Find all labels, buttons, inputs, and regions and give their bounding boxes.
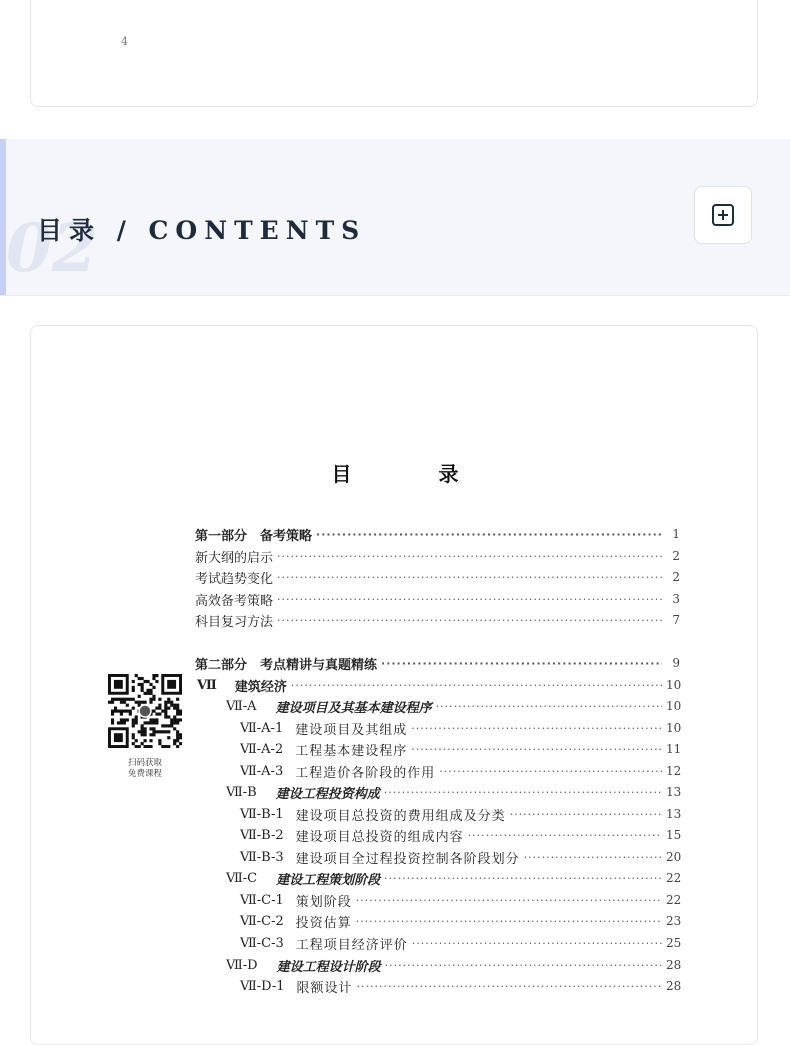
toc-entry[interactable] (240, 890, 680, 910)
toc-leader-dots (412, 937, 662, 950)
toc-entry-page: 12 (666, 764, 682, 778)
toc-leader-dots (439, 765, 662, 778)
toc-leader-dots (411, 722, 662, 735)
toc-entry-label: 建设项目全过程投资控制各阶段划分 (295, 851, 520, 867)
toc-entry[interactable] (226, 955, 680, 975)
toc-entry[interactable] (240, 804, 680, 824)
expand-button[interactable] (694, 186, 752, 244)
toc-entry-label: 第二部分 考点精讲与真题精练 (195, 657, 378, 673)
toc-entry-code: Ⅶ-C-1 (240, 892, 284, 908)
previous-page-card (30, 0, 758, 107)
toc-entry-page: 28 (666, 958, 682, 972)
toc-entry-code: Ⅶ-B-2 (240, 827, 284, 843)
toc-leader-dots (356, 894, 662, 907)
toc-entry-page: 7 (672, 613, 680, 627)
toc-entry[interactable] (197, 675, 680, 695)
toc-entry-label: 工程基本建设程序 (295, 743, 408, 759)
toc-entry-label: 投资估算 (295, 915, 352, 931)
toc-leader-dots (510, 808, 662, 821)
toc-entry-label: 高效备考策略 (195, 593, 274, 609)
toc-entry-label: 建设项目总投资的组成内容 (295, 829, 464, 845)
toc-leader-dots (384, 786, 662, 799)
toc-leader-dots (357, 980, 662, 993)
toc-entry-page: 25 (666, 936, 682, 950)
toc-entry[interactable] (195, 524, 680, 544)
qr-caption (108, 758, 182, 780)
toc-entry-page: 22 (666, 871, 682, 885)
toc-entry-page: 20 (666, 850, 682, 864)
toc-entry-code: Ⅶ-A (226, 698, 257, 714)
toc-entry-page: 2 (672, 570, 680, 584)
toc-entry[interactable] (195, 610, 680, 630)
toc-entry-code: Ⅶ-A-2 (240, 741, 284, 757)
toc-entry-label: 建设工程投资构成 (275, 786, 380, 802)
section-header (0, 139, 790, 296)
toc-entry-code: Ⅶ (197, 677, 217, 693)
toc-entry[interactable] (195, 567, 680, 587)
toc-entry-page: 13 (666, 807, 682, 821)
toc-leader-dots (381, 657, 662, 670)
section-title: 目录 / CONTENTS (37, 216, 367, 245)
toc-entry-label: 限额设计 (296, 980, 353, 996)
toc-entry[interactable] (195, 653, 680, 673)
toc-entry-page: 15 (666, 828, 682, 842)
toc-leader-dots (385, 959, 662, 972)
qr-caption-line1: 扫码获取 (127, 758, 162, 768)
toc-entry[interactable] (240, 911, 680, 931)
toc-leader-dots (468, 829, 662, 842)
toc-leader-dots (277, 593, 662, 606)
toc-entry[interactable] (240, 933, 680, 953)
toc-entry[interactable] (226, 696, 680, 716)
toc-entry-code: Ⅶ-B-1 (240, 806, 284, 822)
toc-entry-page: 9 (672, 656, 680, 670)
toc-entry-code: Ⅶ-B (226, 784, 257, 800)
toc-entry-label: 建设工程设计阶段 (276, 959, 381, 975)
toc-entry[interactable] (195, 546, 680, 566)
toc-entry-label: 建设项目及其基本建设程序 (275, 700, 432, 716)
toc-entry-code: Ⅶ-A-1 (240, 720, 284, 736)
toc-entry-label: 科目复习方法 (195, 614, 274, 630)
toc-entry-label: 建设项目及其组成 (295, 722, 408, 738)
toc-leader-dots (291, 679, 662, 692)
toc-entry[interactable] (240, 739, 680, 759)
toc-entry[interactable] (226, 868, 680, 888)
toc-entry-label: 考试趋势变化 (195, 571, 274, 587)
toc-entry[interactable] (226, 782, 680, 802)
toc-entry[interactable] (240, 761, 680, 781)
toc-entry-code: Ⅶ-D (226, 957, 258, 973)
toc-leader-dots (277, 614, 662, 627)
toc-entry[interactable] (195, 589, 680, 609)
toc-entry-label: 第一部分 备考策略 (195, 528, 313, 544)
toc-entry-label: 建筑经济 (234, 679, 287, 695)
toc-entry-label: 新大纲的启示 (195, 550, 274, 566)
toc-leader-dots (277, 550, 662, 563)
qr-code-icon[interactable] (108, 674, 182, 748)
toc-entry-page: 13 (666, 785, 682, 799)
toc-entry-label: 工程项目经济评价 (295, 937, 408, 953)
toc-entry-page: 22 (666, 893, 682, 907)
toc-leader-dots (411, 743, 662, 756)
section-number: 02 (6, 209, 98, 287)
toc-entry-code: Ⅶ-A-3 (240, 763, 284, 779)
toc-title: 目 录 (331, 462, 499, 486)
toc-entry-page: 10 (666, 721, 682, 735)
toc-entry-page: 3 (672, 592, 680, 606)
toc-entry-page: 11 (666, 742, 682, 756)
toc-entry[interactable] (240, 718, 680, 738)
toc-entry-page: 10 (666, 678, 682, 692)
toc-entry-label: 工程造价各阶段的作用 (295, 765, 436, 781)
qr-block (108, 674, 182, 780)
plus-square-icon (710, 202, 736, 228)
toc-entry[interactable] (240, 976, 680, 996)
toc-entry[interactable] (240, 825, 680, 845)
page-number: 4 (121, 35, 128, 48)
toc-entry-code: Ⅶ-C-2 (240, 913, 284, 929)
toc-leader-dots (436, 700, 662, 713)
qr-caption-line2: 免费课程 (127, 769, 162, 779)
toc-entry-label: 建设项目总投资的费用组成及分类 (295, 808, 506, 824)
toc-entry-page: 1 (672, 527, 680, 541)
toc-entry-page: 10 (666, 699, 682, 713)
toc-leader-dots (316, 528, 662, 541)
toc-entry-code: Ⅶ-C (226, 870, 258, 886)
toc-entry-code: Ⅶ-C-3 (240, 935, 284, 951)
toc-leader-dots (277, 571, 662, 584)
toc-entry-page: 28 (666, 979, 682, 993)
toc-entry-label: 建设工程策划阶段 (276, 872, 381, 888)
toc-entry-label: 策划阶段 (295, 894, 352, 910)
toc-leader-dots (524, 851, 662, 864)
toc-entry-code: Ⅶ-B-3 (240, 849, 284, 865)
toc-entry-page: 2 (672, 549, 680, 563)
toc-leader-dots (384, 872, 662, 885)
toc-entry[interactable] (240, 847, 680, 867)
toc-leader-dots (356, 915, 662, 928)
toc-entry-page: 23 (666, 914, 682, 928)
toc-entry-code: Ⅶ-D-1 (240, 978, 285, 994)
